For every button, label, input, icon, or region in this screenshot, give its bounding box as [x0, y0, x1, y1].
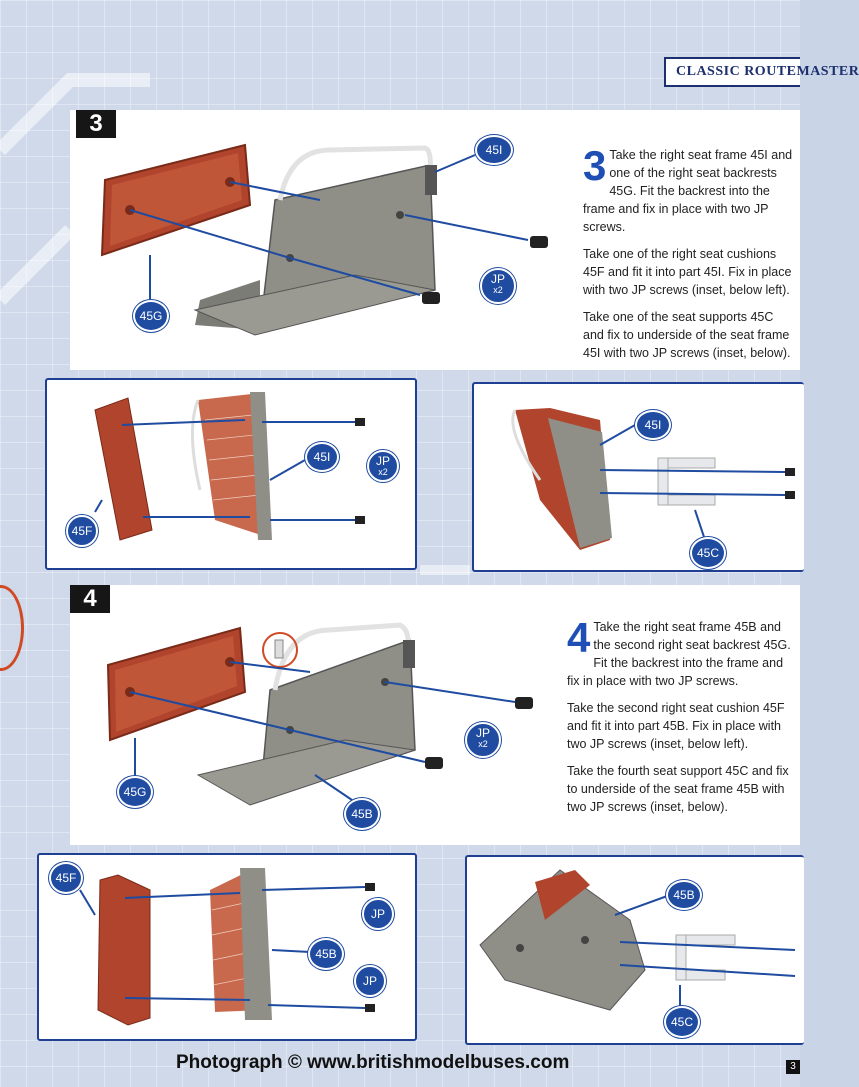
step-3-inset-left	[45, 378, 417, 570]
step-4-paragraph-1	[567, 614, 795, 690]
label-45I: 45I	[635, 410, 671, 440]
drop-cap: 4	[567, 614, 591, 661]
label-45G: 45G	[133, 300, 169, 332]
step-3-paragraph-1	[583, 142, 795, 236]
step-3-instructions	[583, 142, 795, 371]
label-qty-text: x2	[478, 739, 488, 749]
label-45B: 45B	[344, 798, 380, 830]
step-4-badge: 4	[70, 585, 110, 613]
page-number: 3	[786, 1060, 800, 1074]
step-3-paragraph-3: Take one of the seat supports 45C and fix to underside of the seat frame 45I with two JP screws (inset, below).	[583, 310, 791, 360]
step-4-instructions	[567, 614, 795, 825]
label-jp-x2	[367, 450, 399, 482]
label-45B: 45B	[308, 938, 344, 970]
step-3-inset-right	[472, 382, 804, 572]
label-jp-x2	[480, 268, 516, 304]
photo-credit: Photograph © www.britishmodelbuses.com	[176, 1052, 570, 1073]
label-qty-text: x2	[493, 285, 503, 295]
step-4-paragraph-3: Take the fourth seat support 45C and fix to underside of the seat frame 45B with two JP screws (inset, below).	[567, 764, 789, 814]
drop-cap: 3	[583, 142, 607, 189]
label-45F: 45F	[49, 862, 83, 894]
step-3-paragraph-2: Take one of the right seat cushions 45F and fit it into part 45I. Fix in place with two JP screws (inset, below left).	[583, 247, 792, 297]
label-jp: JP	[362, 898, 394, 930]
step-4-inset-right	[465, 855, 804, 1045]
paragraph-text: Take the right seat frame 45I and one of the right seat backrests 45G. Fit the backrest into the frame and fix in place with two JP screws.	[583, 148, 793, 234]
label-jp-text: JP	[375, 454, 390, 468]
label-jp-text: JP	[490, 272, 505, 286]
series-title: CLASSIC ROUTEMASTER	[664, 57, 800, 87]
step-3-badge: 3	[76, 110, 116, 138]
paragraph-text: Take the right seat frame 45B and the second right seat backrest 45G. Fit the backrest into the frame and fix in place with two JP screws.	[567, 620, 791, 688]
label-45G: 45G	[117, 776, 153, 808]
label-qty-text: x2	[378, 467, 388, 477]
label-jp-text: JP	[475, 726, 490, 740]
step-4-inset-left	[37, 853, 417, 1041]
label-45I: 45I	[305, 442, 339, 472]
label-jp: JP	[354, 965, 386, 997]
step-4-paragraph-2: Take the second right seat cushion 45F and fit it into part 45B. Fix in place with two JP screws (inset, below left).	[567, 701, 785, 751]
label-45I: 45I	[475, 135, 513, 165]
label-45C: 45C	[664, 1006, 700, 1038]
label-jp-x2	[465, 722, 501, 758]
label-45B: 45B	[666, 880, 702, 910]
label-45F: 45F	[66, 515, 98, 547]
label-45C: 45C	[690, 537, 726, 569]
